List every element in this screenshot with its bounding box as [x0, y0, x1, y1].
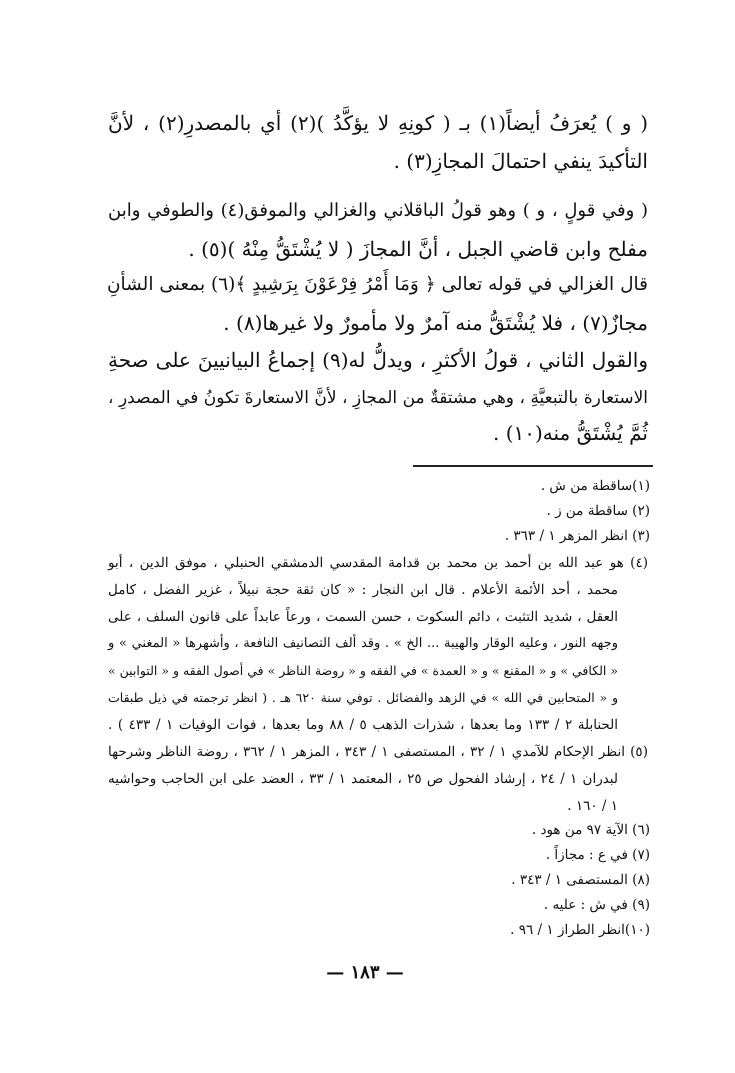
- footnote-line: (٦) الآية ٩٧ من هود .: [531, 822, 650, 838]
- footnote-line: لبدران ١ / ٢٤ ، إرشاد الفحول ص ٢٥ ، المعتمد ١ / ٣٣ ، العضد على ابن الحاجب وحواشيه: [108, 771, 618, 787]
- main-line: مفلح وابن قاضي الجبل ، أنَّ المجازَ ( لا يُشْتَقُّ مِنْهُ )(٥) .: [188, 237, 648, 261]
- main-line: مجازٌ(٧) ، فلا يُشْتَقُّ منه آمرٌ ولا مأمورٌ ولا غيرها(٨) .: [223, 311, 648, 335]
- main-line: ثُمَّ يُشْتَقُّ منه(١٠) .: [492, 421, 648, 445]
- footnote-line: (٨) المستصفى ١ / ٣٤٣ .: [511, 872, 650, 888]
- main-line: التأكيدَ ينفي احتمالَ المجازِ(٣) .: [393, 149, 648, 173]
- footnote-line: (٣) انظر المزهر ١ / ٣٦٣ .: [504, 528, 650, 544]
- footnote-line: العقل ، شديد التثبت ، دائم السكوت ، حسن السمت ، ورعاً عابداً على قانون السلف ، على: [108, 609, 618, 625]
- main-line: والقول الثاني ، قولُ الأكثرِ ، ويدلُّ له(٩) إجماعُ البيانيينَ على صحةِ: [108, 348, 648, 372]
- main-line: ( و ) يُعرَفُ أيضاً(١) بـ ( كونِهِ لا يؤكَّدُ )(٢) أي بالمصدرِ(٢) ، لأنَّ: [108, 111, 648, 135]
- page-number: — ١٨٣ —: [326, 962, 404, 983]
- footnote-line: (٥) انظر الإحكام للآمدي ١ / ٣٢ ، المستصفى ١ / ٣٤٣ ، المزهر ١ / ٣٦٢ ، روضة الناظر وشرحها: [108, 744, 648, 760]
- footnote-line: وجهه النور ، وعليه الوقار والهيبة ... الخ » . وقد ألف التصانيف النافعة ، وأشهرها « المغني » و: [108, 636, 618, 651]
- footnote-separator: [413, 465, 653, 467]
- footnote-line: (٧) في ع : مجازاً .: [545, 847, 650, 863]
- footnote-line: (٩) في ش : عليه .: [543, 897, 650, 913]
- main-line: قال الغزالي في قوله تعالى ﴿ وَمَا أَمْرُ فِرْعَوْنَ بِرَشِيدٍ ﴾(٦) بمعنى الشأنِ: [106, 274, 648, 295]
- footnote-line: و « المتحابين في الله » في الزهد والفضائل . توفي سنة ٦٢٠ هـ . ( انظر ترجمته في ذيل طبقات: [108, 690, 618, 705]
- main-line: الاستعارة بالتبعيَّةِ ، وهي مشتقةٌ من المجازِ ، لأنَّ الاستعارةَ تكونُ في المصدرِ ،: [108, 388, 648, 408]
- footnote-line: (٢) ساقطة من ز .: [546, 503, 650, 519]
- footnote-line: (١)ساقطة من ش .: [540, 478, 650, 494]
- footnote-line: « الكافي » و « المقنع » و « العمدة » في الفقه و « روضة الناظر » في أصول الفقه و « التوابين »: [108, 663, 618, 678]
- footnote-line: (١٠)انظر الطراز ١ / ٩٦ .: [510, 922, 650, 938]
- footnote-line: محمد ، أحد الأئمة الأعلام . قال ابن النجار : « كان ثقة حجة نبيلاً ، غزير الفضل ، كامل: [108, 582, 618, 598]
- footnote-line: الحنابلة ٢ / ١٣٣ وما بعدها ، شذرات الذهب ٥ / ٨٨ وما بعدها ، فوات الوفيات ١ / ٤٣٣ ) .: [108, 717, 618, 733]
- footnote-line: (٤) هو عبد الله بن أحمد بن محمد بن قدامة المقدسي الدمشقي الحنبلي ، موفق الدين ، أبو: [108, 555, 648, 571]
- footnote-line: ١ / ١٦٠ .: [567, 798, 618, 814]
- main-line: ( وفي قولٍ ، و ) وهو قولُ الباقلاني والغزالي والموفق(٤) والطوفي وابن: [108, 200, 648, 221]
